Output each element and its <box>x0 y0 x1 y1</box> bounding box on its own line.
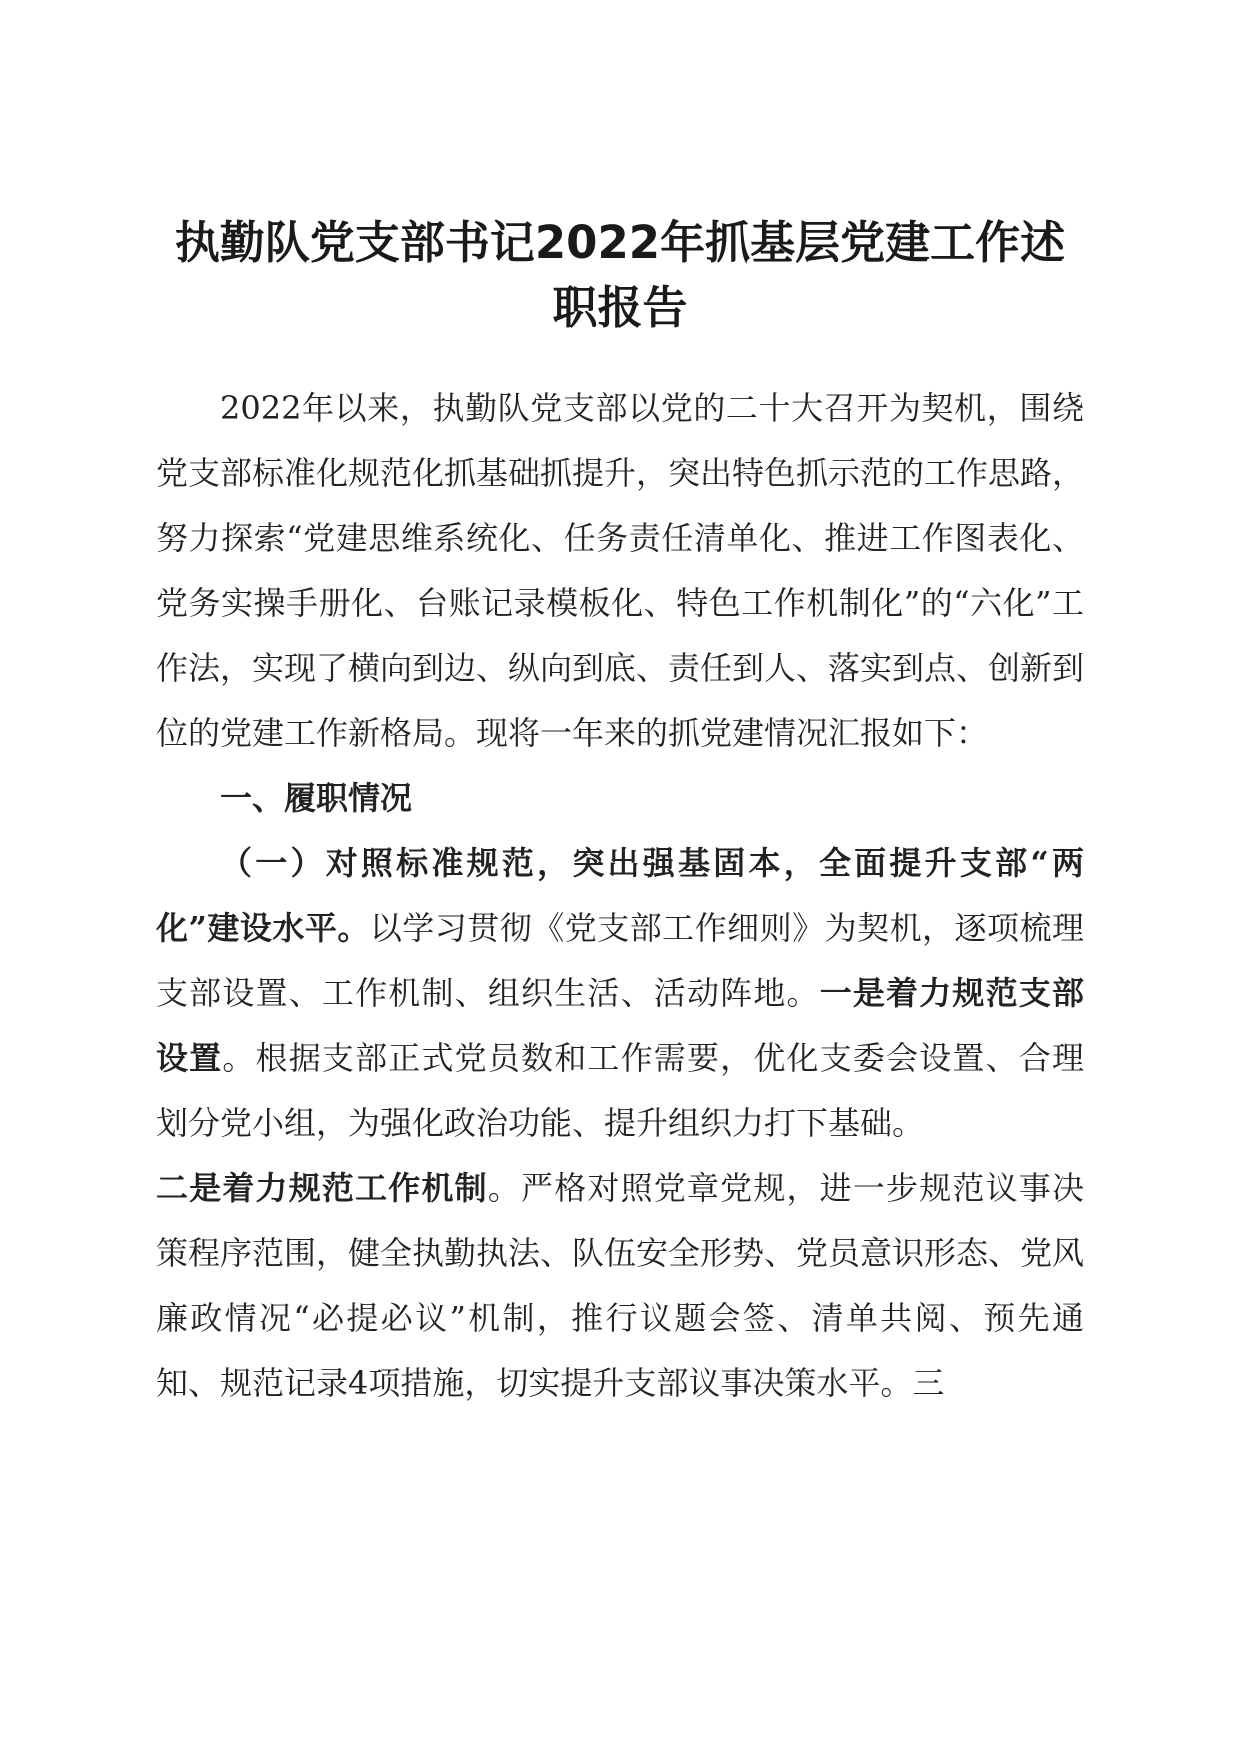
section-heading: 一、履职情况 <box>220 779 413 817</box>
document-title <box>140 210 1100 340</box>
document-body <box>156 376 1084 1416</box>
subsection-paragraph <box>156 831 1084 1416</box>
paragraph-text: 。根据支部正式党员数和工作需要，优化支委会设置、合理划分党小组，为强化政治功能、提升组织力打下基础。 <box>156 1039 1084 1142</box>
paragraph-text: 以学习贯彻《党支部工作细则》为契机，逐项梳理支部设置、工作机制、组织生活、活动阵地。 <box>156 909 1084 1012</box>
title-line-2: 职报告 <box>552 281 688 334</box>
subsection-heading: （一）对照标准规范，突出强基固本，全面提升支部“两化”建设水平。 <box>156 844 1084 947</box>
intro-paragraph: 2022年以来，执勤队党支部以党的二十大召开为契机，围绕党支部标准化规范化抓基础抓提升，突出特色抓示范的工作思路，努力探索“党建思维系统化、任务责任清单化、推进工作图表化、党务实操手册化、台账记录模板化、特色工作机制化”的“六化”工作法，实现了横向到边、纵向到底、责任到人、落实到点、创新到位的党建工作新格局。现将一年来的抓党建情况汇报如下： <box>156 389 1085 752</box>
paragraph-text: 。严格对照党章党规，进一步规范议事决策程序范围，健全执勤执法、队伍安全形势、党员意识形态、党风廉政情况“必提必议”机制，推行议题会签、清单共阅、预先通知、规范记录4项措施，切实提升支部议事决策水平。三 <box>156 1169 1085 1402</box>
point-heading-1: 一是着力规范支部设置 <box>156 974 1084 1077</box>
point-heading-2: 二是着力规范工作机制 <box>156 1169 488 1207</box>
title-line-1: 执勤队党支部书记2022年抓基层党建工作述 <box>174 216 1066 269</box>
